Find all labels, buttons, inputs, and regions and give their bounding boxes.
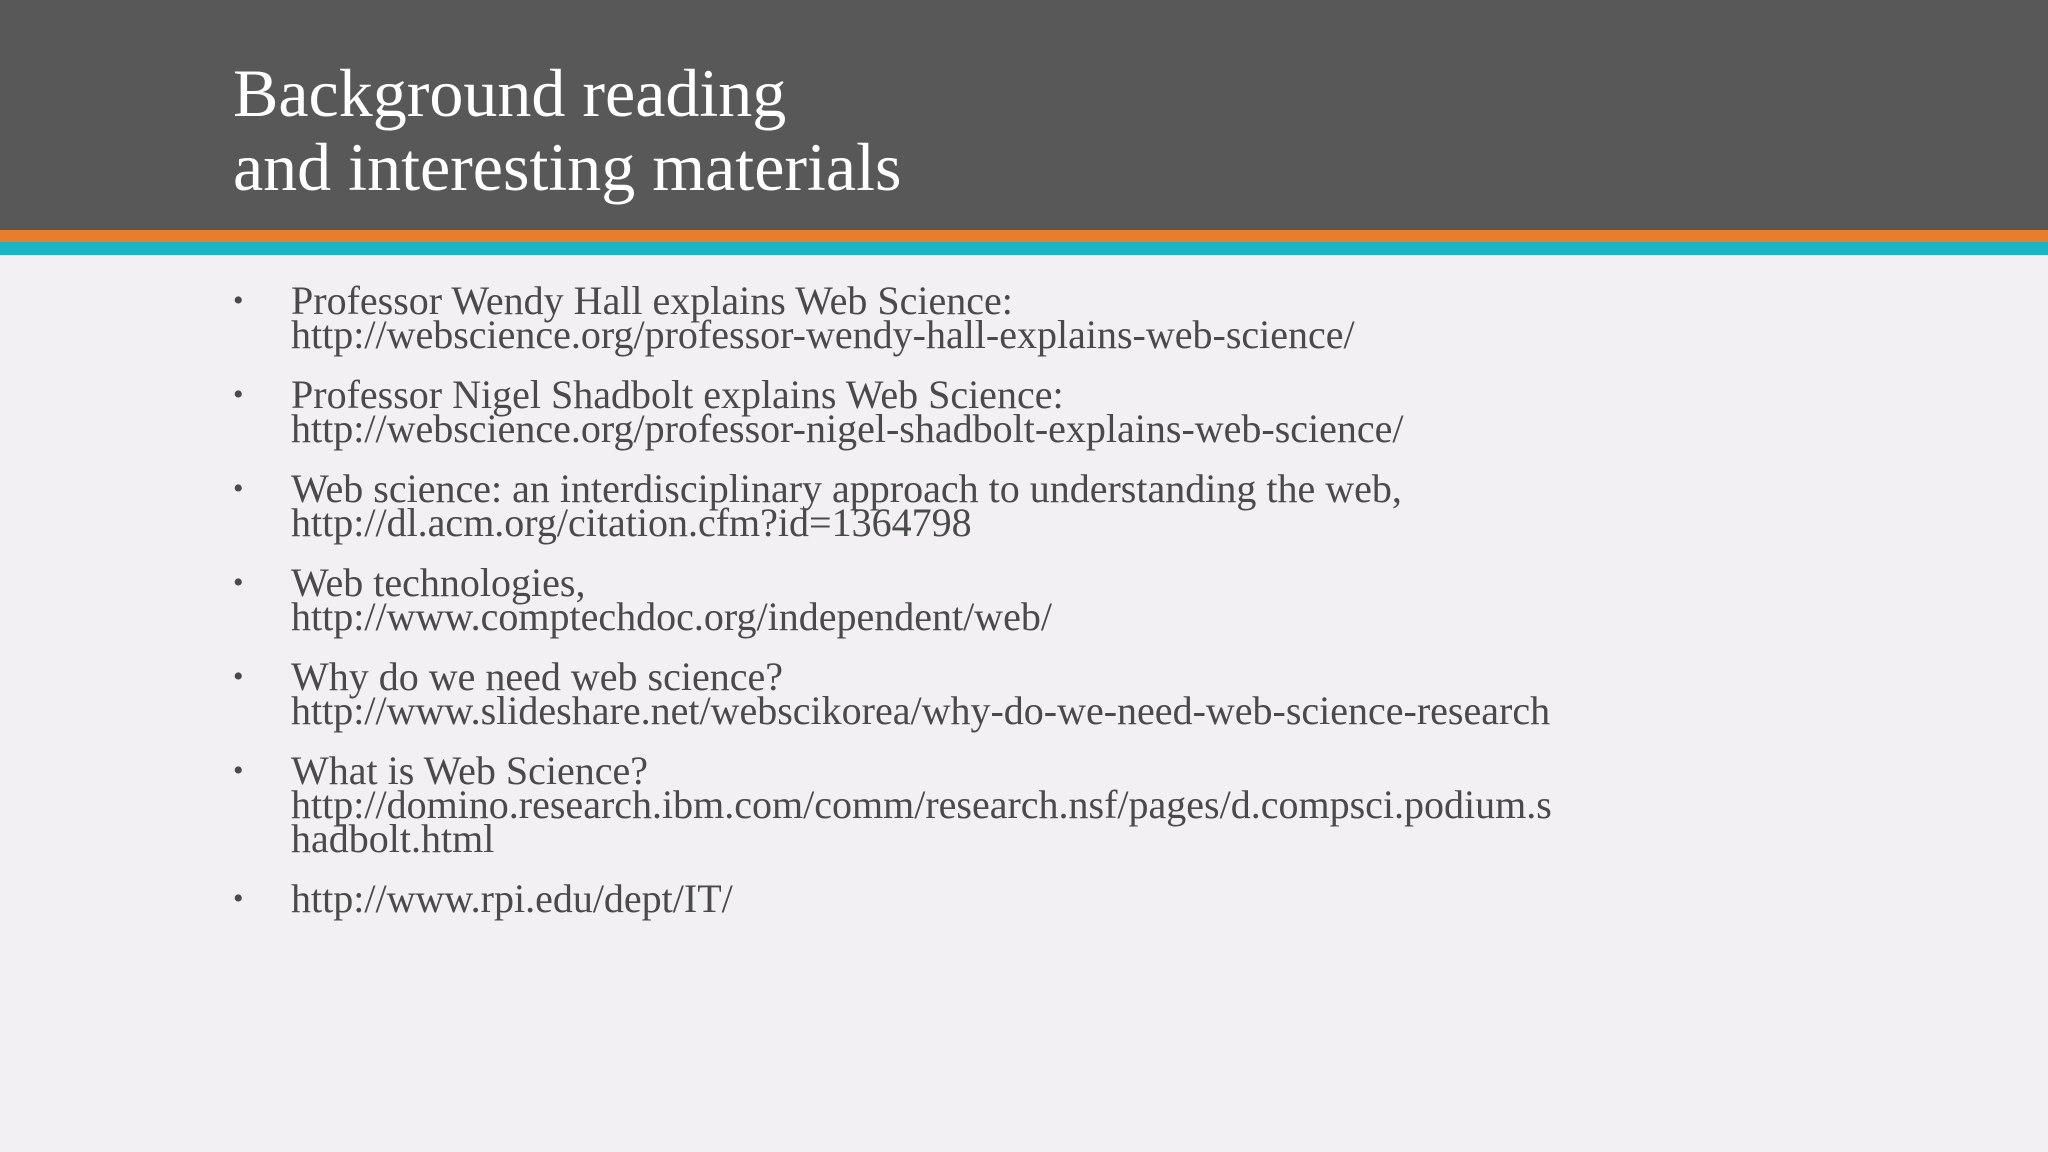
item-link[interactable]: http://webscience.org/professor-wendy-hall-explains-web-science/ [291, 312, 1355, 357]
list-item [230, 466, 1570, 545]
item-description: Professor Nigel Shadbolt explains Web Science: [291, 372, 1064, 417]
bullet-icon: • [233, 284, 244, 317]
slide-title [233, 56, 901, 204]
bullet-icon: • [233, 566, 244, 599]
bullet-icon: • [233, 378, 244, 411]
slide-title-line-1: Background reading [233, 55, 787, 131]
item-description: What is Web Science? [291, 748, 649, 793]
bullet-icon: • [233, 660, 244, 693]
item-description: Professor Wendy Hall explains Web Science: [291, 278, 1013, 323]
item-link[interactable]: http://webscience.org/professor-nigel-shadbolt-explains-web-science/ [291, 406, 1404, 451]
list-item [230, 560, 1570, 639]
list-item [230, 372, 1570, 451]
item-description: Web technologies, [291, 560, 586, 605]
item-link[interactable]: http://domino.research.ibm.com/comm/research.nsf/pages/d.compsci.podium.shadbolt.html [291, 782, 1552, 861]
title-bar [0, 0, 2048, 230]
accent-stripe-teal [0, 242, 2048, 255]
item-description: Web science: an interdisciplinary approach to understanding the web, [291, 466, 1402, 511]
item-description: Why do we need web science? [291, 654, 783, 699]
slide-title-line-2: and interesting materials [233, 129, 902, 205]
accent-stripe-orange [0, 230, 2048, 242]
list-item [230, 748, 1570, 861]
bullet-icon: • [233, 472, 244, 505]
item-link[interactable]: http://www.rpi.edu/dept/IT/ [291, 876, 733, 921]
list-item [230, 654, 1570, 733]
item-link[interactable]: http://dl.acm.org/citation.cfm?id=1364798 [291, 500, 972, 545]
item-link[interactable]: http://www.comptechdoc.org/independent/web/ [291, 594, 1052, 639]
list-item [230, 876, 1570, 921]
list-item [230, 278, 1570, 357]
reading-list [230, 278, 1570, 942]
bullet-icon: • [233, 882, 244, 915]
item-link[interactable]: http://www.slideshare.net/webscikorea/why-do-we-need-web-science-research [291, 688, 1551, 733]
bullet-icon: • [233, 754, 244, 787]
